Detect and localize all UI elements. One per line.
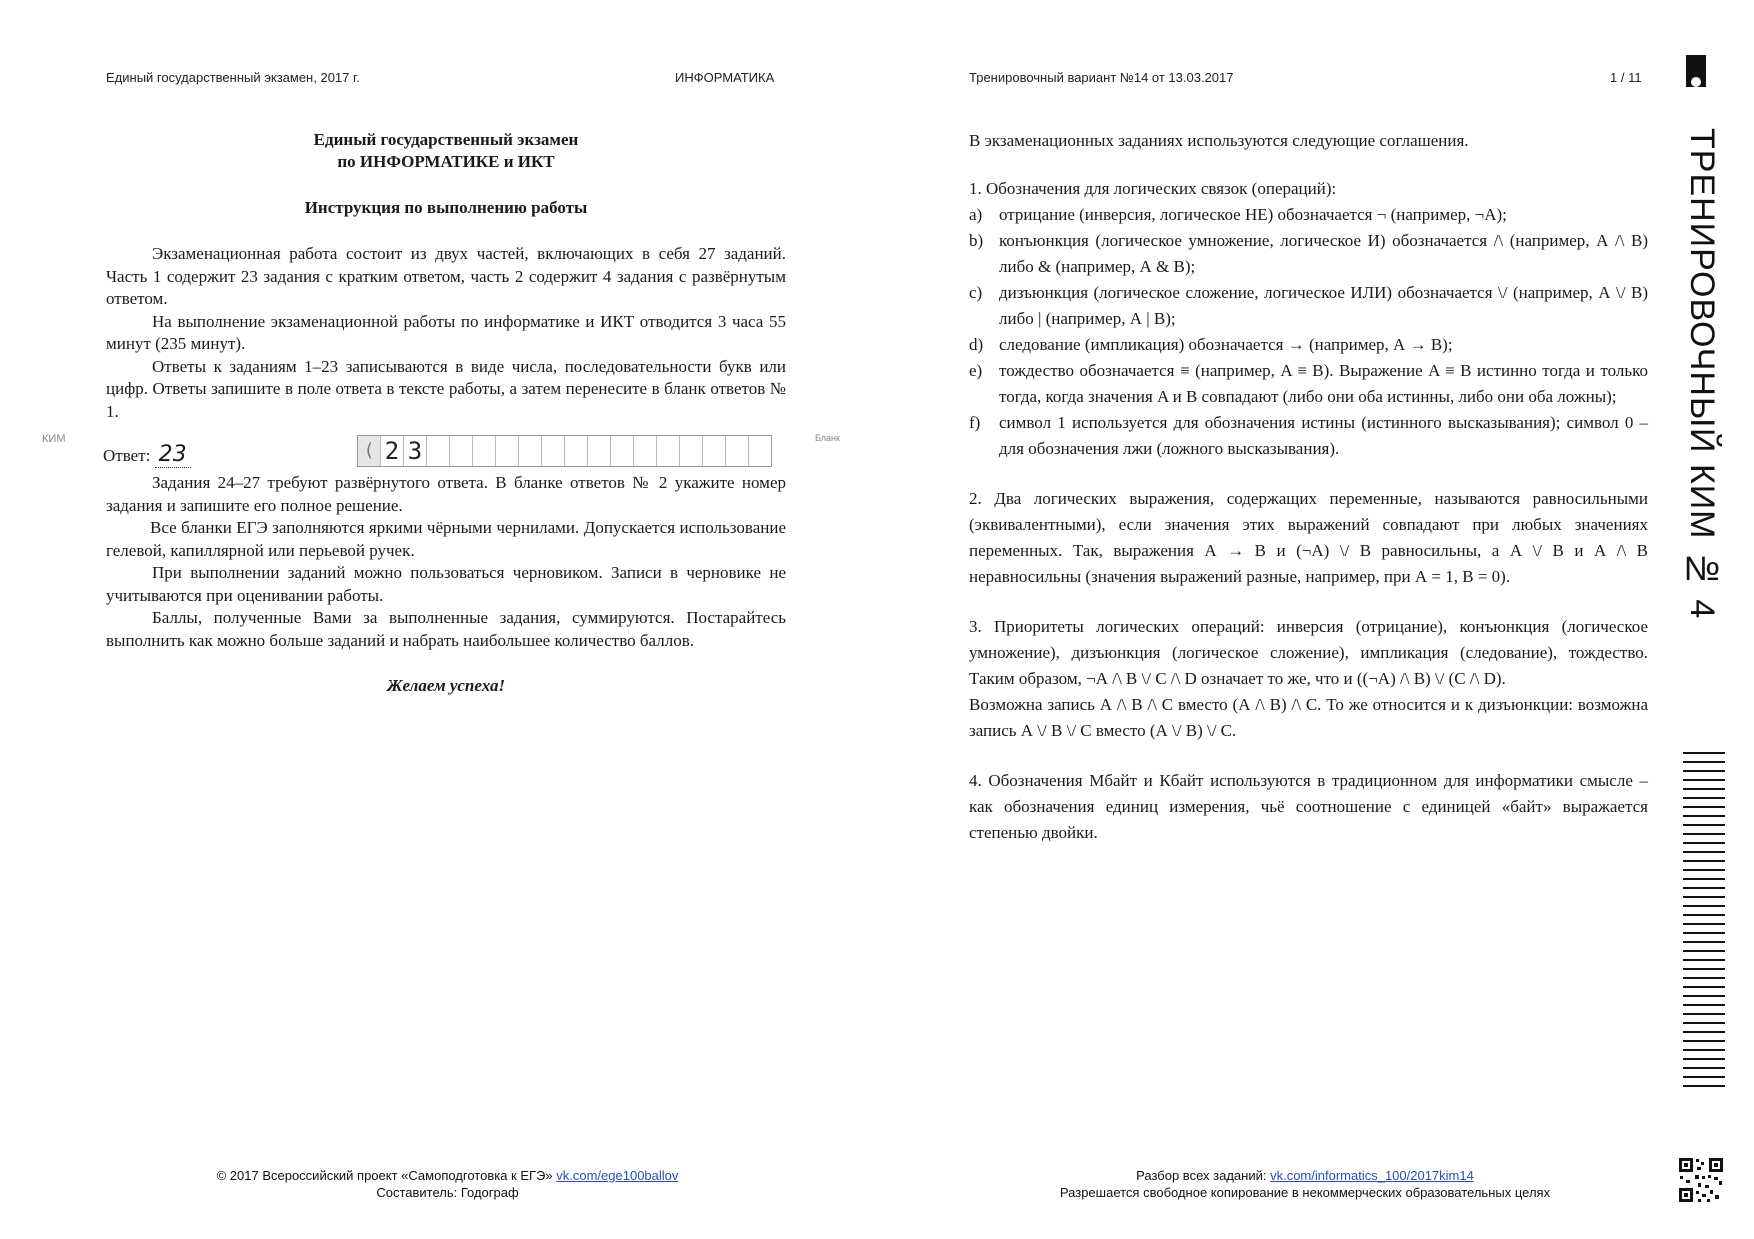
answer-cell — [657, 436, 680, 466]
header-variant: Тренировочный вариант №14 от 13.03.2017 — [969, 70, 1234, 85]
qr-code-icon — [1677, 1156, 1725, 1204]
list-text: отрицание (инверсия, логическое НЕ) обозначается ¬ (например, ¬А); — [999, 205, 1507, 224]
answer-cell — [680, 436, 703, 466]
right-column — [969, 128, 1648, 846]
answer-cell — [542, 436, 565, 466]
paragraph-extended-answers: Задания 24–27 требуют развёрнутого ответа. В бланке ответов № 2 укажите номер задания и запишите его полное решение. — [106, 473, 786, 515]
footer-solutions-text: Разбор всех заданий: — [1136, 1168, 1267, 1183]
footer-license: Разрешается свободное копирование в некоммерческих образовательных целях — [1059, 1185, 1551, 1200]
list-marker: e) — [969, 361, 983, 380]
paragraph-short-answers: Ответы к заданиям 1–23 записываются в виде числа, последовательности букв или цифр. Ответы запишите в поле ответа в тексте работы, а затем перенесите в бланк ответов № 1. — [106, 356, 786, 421]
paragraph-ink: Все бланки ЕГЭ заполняются яркими чёрными чернилами. Допускается использование гелевой, капиллярной или перьевой ручек. — [106, 518, 786, 560]
section-2: 2. Два логических выражения, содержащих переменные, называются равносильными (эквивалентными), если значения этих выражений совпадают при любых значениях переменных. Так, выражения А → В и (¬А) \/ В равносильны, а А \/ В и А /\ В неравносильны (значения выражений разные, например, при А = 1, В = 0). — [969, 489, 1648, 586]
answer-cell — [519, 436, 542, 466]
list-item — [969, 228, 1648, 280]
answer-cell — [588, 436, 611, 466]
answer-cell — [611, 436, 634, 466]
list-text: дизъюнкция (логическое сложение, логическое ИЛИ) обозначается \/ (например, А \/ В) либо | (например, А | В); — [999, 283, 1648, 328]
header-exam-title: Единый государственный экзамен, 2017 г. — [106, 70, 360, 85]
closing-wish: Желаем успеха! — [386, 676, 506, 695]
footer-left-line-1 — [160, 1167, 735, 1184]
answer-example — [42, 433, 872, 469]
answer-cell — [496, 436, 519, 466]
list-text: тождество обозначается ≡ (например, A ≡ B). Выражение A ≡ B истинно тогда и только тогда, когда значения A и B совпадают (либо они оба истинны, либо они оба ложны); — [999, 361, 1648, 406]
answer-cell — [450, 436, 473, 466]
footer-right — [1010, 1167, 1600, 1201]
conventions-intro: В экзаменационных заданиях используются следующие соглашения. — [969, 131, 1469, 150]
list-item — [969, 332, 1648, 358]
blank-label: Бланк — [815, 433, 840, 443]
answer-cell — [703, 436, 726, 466]
section-4: 4. Обозначения Мбайт и Кбайт используются в традиционном для информатики смысле – как обозначения единиц измерения, чьё соотношение с единицей «байт» выражается степенью двойки. — [969, 771, 1648, 842]
document-title — [106, 129, 786, 173]
paragraph-parts: Экзаменационная работа состоит из двух частей, включающих в себя 27 заданий. Часть 1 содержит 23 задания с кратким ответом, часть 2 содержит 4 задания с развёрнутым ответом. — [106, 244, 786, 308]
barcode-icon — [1683, 752, 1725, 1092]
list-marker: b) — [969, 231, 984, 250]
answer-cell — [473, 436, 496, 466]
paragraph-duration: На выполнение экзаменационной работы по информатике и ИКТ отводится 3 часа 55 минут (235 минут). — [106, 311, 786, 353]
answer-cell — [749, 436, 771, 466]
answer-cell — [565, 436, 588, 466]
answer-cell — [726, 436, 749, 466]
list-marker: a) — [969, 205, 983, 224]
list-text: следование (импликация) обозначается → (например, А → В); — [999, 335, 1453, 354]
list-marker: c) — [969, 283, 983, 302]
title-line-2: по ИНФОРМАТИКЕ и ИКТ — [337, 152, 555, 171]
header-page-number: 1 / 11 — [1610, 70, 1642, 85]
list-text: конъюнкция (логическое умножение, логическое И) обозначается /\ (например, А /\ В) либо & (например, А & В); — [999, 231, 1648, 276]
kim-label: КИМ — [42, 433, 66, 445]
list-text: символ 1 используется для обозначения истины (истинного высказывания); символ 0 – для обозначения лжи (ложного высказывания). — [999, 413, 1648, 458]
answer-handwritten-value: 23 — [155, 442, 191, 468]
instruction-heading: Инструкция по выполнению работы — [304, 198, 588, 217]
answer-label — [103, 442, 191, 467]
section-1-list — [969, 202, 1648, 462]
left-column-continued — [106, 472, 786, 698]
section-1-title: 1. Обозначения для логических связок (операций): — [969, 179, 1337, 198]
answer-cells — [357, 435, 772, 467]
answer-cell: ( — [358, 436, 381, 466]
footer-author: Составитель: Годограф — [376, 1185, 519, 1200]
list-marker: d) — [969, 335, 984, 354]
list-marker: f) — [969, 413, 981, 432]
left-column — [106, 129, 786, 423]
answer-label-text: Ответ: — [103, 446, 151, 465]
footer-left — [160, 1167, 735, 1201]
list-item — [969, 280, 1648, 332]
footer-project-text: © 2017 Всероссийский проект «Самоподготовка к ЕГЭ» — [216, 1168, 553, 1183]
footer-right-line-1 — [1010, 1167, 1600, 1184]
title-line-1: Единый государственный экзамен — [313, 130, 579, 149]
answer-cell — [427, 436, 450, 466]
list-item — [969, 202, 1648, 228]
answer-cell: 2 — [381, 436, 404, 466]
footer-project-link[interactable]: vk.com/ege100ballov — [556, 1168, 679, 1183]
answer-cell — [634, 436, 657, 466]
footer-solutions-link[interactable]: vk.com/informatics_100/2017kim14 — [1270, 1168, 1474, 1183]
paragraph-draft: При выполнении заданий можно пользоваться черновиком. Записи в черновике не учитываются при оценивании работы. — [106, 563, 786, 605]
list-item — [969, 358, 1648, 410]
vertical-kim-title: ТРЕНИРОВОЧНЫЙ КИМ № 4 — [1683, 128, 1721, 620]
list-item — [969, 410, 1648, 462]
answer-cell: 3 — [404, 436, 427, 466]
header-subject: ИНФОРМАТИКА — [675, 70, 775, 85]
section-3-priorities: 3. Приоритеты логических операций: инверсия (отрицание), конъюнкция (логическое умножение), дизъюнкция (логическое сложение), импликация (следование), тождество. Таким образом, ¬А /\ В \/ С /\ D означает то же, что и ((¬А) /\ В) \/ (С /\ D). — [969, 617, 1648, 688]
corner-marker-dot — [1691, 77, 1701, 87]
section-3-notation: Возможна запись А /\ В /\ С вместо (А /\ В) /\ С. То же относится и к дизъюнкции: возможна запись А \/ В \/ С вместо (А \/ В) \/ С. — [969, 695, 1648, 740]
paragraph-scoring: Баллы, полученные Вами за выполненные задания, суммируются. Постарайтесь выполнить как можно больше заданий и набрать наибольшее количество баллов. — [106, 608, 786, 650]
